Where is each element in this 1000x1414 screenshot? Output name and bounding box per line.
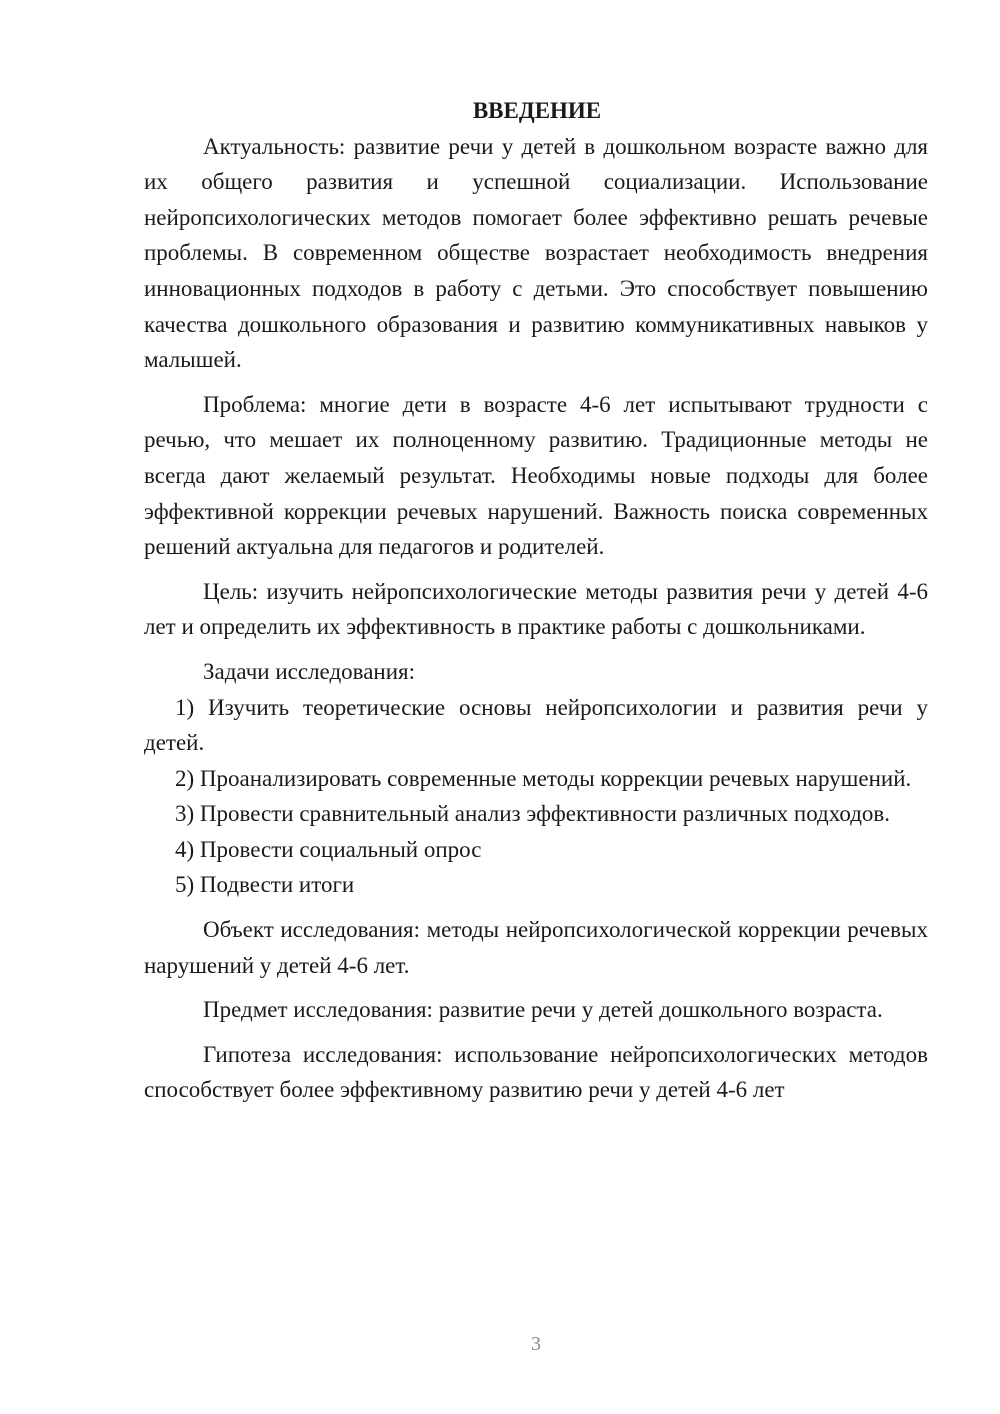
paragraph-hypothesis: Гипотеза исследования: использование нейропсихологических методов способствует более эффективному развитию речи у детей 4-6 лет [144,1041,928,1103]
task-item-2: 2) Проанализировать современные методы коррекции речевых нарушений. [175,765,912,791]
task-item-1: 1) Изучить теоретические основы нейропсихологии и развития речи у детей. [144,694,928,756]
paragraph-relevance: Актуальность: развитие речи у детей в дошкольном возрасте важно для их общего развития и успешной социализации. Использование нейропсихологических методов помогает более эффективно решать речевые проблемы. В современном обществе возрастает необходимость внедрения инновационных подходов в работу с детьми. Это способствует повышению качества дошкольного образования и развитию коммуникативных навыков у малышей. [144,133,928,373]
page-title: ВВЕДЕНИЕ [472,98,602,123]
task-item-3: 3) Провести сравнительный анализ эффективности различных подходов. [175,801,891,827]
page-number: 3 [531,1333,541,1355]
paragraph-object: Объект исследования: методы нейропсихологической коррекции речевых нарушений у детей 4-6 лет. [144,917,928,978]
tasks-heading: Задачи исследования: [203,658,416,684]
task-item-4: 4) Провести социальный опрос [175,836,482,862]
paragraph-goal: Цель: изучить нейропсихологические методы развития речи у детей 4-6 лет и определить их эффективность в практике работы с дошкольниками. [144,578,928,640]
paragraph-subject: Предмет исследования: развитие речи у детей дошкольного возраста. [203,997,883,1023]
task-item-5: 5) Подвести итоги [175,872,355,898]
paragraph-problem: Проблема: многие дети в возрасте 4-6 лет испытывают трудности с речью, что мешает их полноценному развитию. Традиционные методы не всегда дают желаемый результат. Необходимы новые подходы для более эффективной коррекции речевых нарушений. Важность поиска современных решений актуальна для педагогов и родителей. [144,391,928,560]
page-body [144,93,928,1108]
